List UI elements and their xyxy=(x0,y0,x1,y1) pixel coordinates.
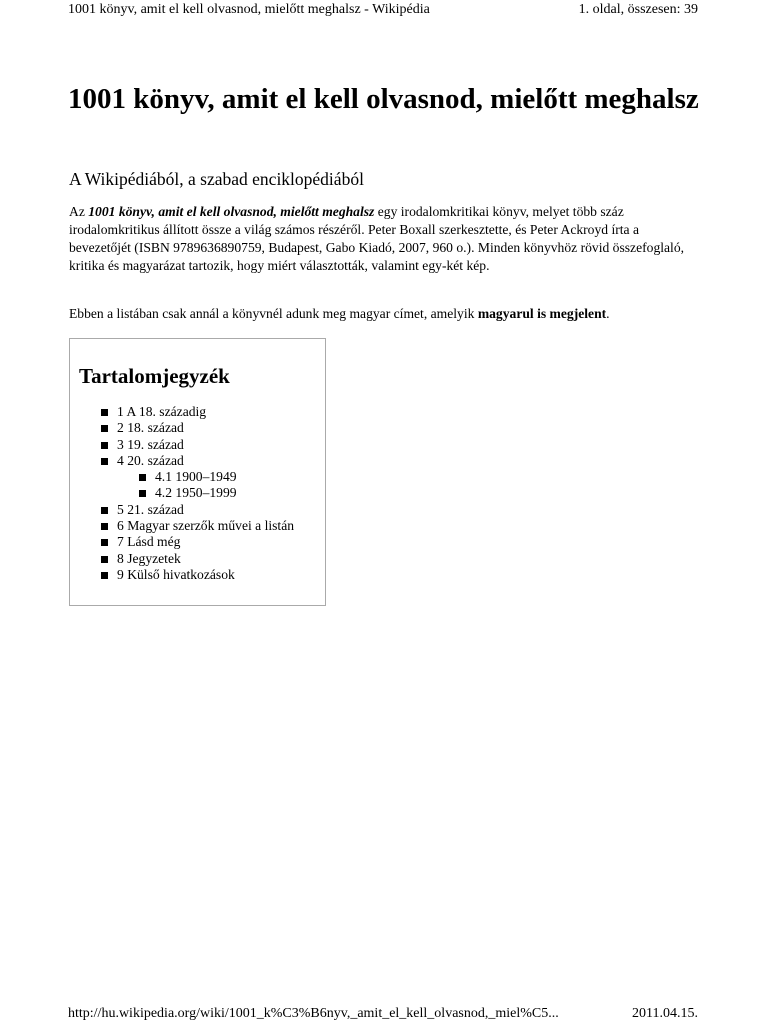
toc-item-label: 8 Jegyzetek xyxy=(117,550,181,566)
toc-item-label: 4.2 1950–1999 xyxy=(155,485,237,501)
note-prefix: Ebben a listában csak annál a könyvnél adunk meg magyar címet, amelyik xyxy=(69,306,478,321)
note-suffix: . xyxy=(606,306,610,321)
toc-item-label: 4.1 1900–1949 xyxy=(155,469,237,485)
toc-item[interactable] xyxy=(70,437,325,453)
print-footer-url: http://hu.wikipedia.org/wiki/1001_k%C3%B6nyv,_amit_el_kell_olvasnod,_miel%C5... xyxy=(68,1006,559,1021)
print-header-title: 1001 könyv, amit el kell olvasnod, mielőtt meghalsz - Wikipédia xyxy=(68,2,430,17)
toc-item[interactable] xyxy=(70,502,325,518)
page-subtitle: A Wikipédiából, a szabad enciklopédiából xyxy=(69,169,364,189)
square-bullet-icon xyxy=(101,572,108,579)
print-header-page-info: 1. oldal, összesen: 39 xyxy=(578,2,698,17)
intro-prefix: Az xyxy=(69,204,89,219)
toc-list xyxy=(70,404,325,583)
toc-subitem[interactable] xyxy=(70,485,325,501)
print-header xyxy=(0,1,768,19)
square-bullet-icon xyxy=(101,539,108,546)
toc-item[interactable] xyxy=(70,534,325,550)
toc-item[interactable] xyxy=(70,518,325,534)
square-bullet-icon xyxy=(139,490,146,497)
toc-item[interactable] xyxy=(70,551,325,567)
table-of-contents xyxy=(69,338,326,606)
toc-item-label: 2 18. század xyxy=(117,420,184,436)
square-bullet-icon xyxy=(101,458,108,465)
square-bullet-icon xyxy=(101,556,108,563)
toc-item[interactable] xyxy=(70,567,325,583)
toc-item-label: 5 21. század xyxy=(117,501,184,517)
page-title: 1001 könyv, amit el kell olvasnod, mielőtt meghalsz xyxy=(68,83,699,115)
toc-item-label: 1 A 18. századig xyxy=(117,404,207,419)
toc-item-label: 9 Külső hivatkozások xyxy=(117,566,235,582)
intro-book-title: 1001 könyv, amit el kell olvasnod, mielőtt meghalsz xyxy=(88,204,375,219)
intro-rest: egy irodalomkritikai könyv, melyet több száz irodalomkritikus állított össze a világ számos részéről. Peter Boxall szerkesztette, és Peter Ackroyd írta a bevezetőjét (ISBN 9789636890759, Budapest, Gabo Kiadó, 2007, 960 o.). Minden könyvhöz rövid összefoglaló, kritika és magyarázat tartozik, hogy miért választották, valamint egy-két kép. xyxy=(69,204,685,273)
toc-item[interactable] xyxy=(70,404,325,420)
square-bullet-icon xyxy=(101,442,108,449)
toc-item-label: 4 20. század xyxy=(117,452,184,468)
square-bullet-icon xyxy=(101,507,108,514)
toc-item-label: 7 Lásd még xyxy=(117,534,181,550)
toc-title: Tartalomjegyzék xyxy=(79,364,230,388)
intro-paragraph xyxy=(69,203,701,275)
toc-item-label: 3 19. század xyxy=(117,436,184,452)
square-bullet-icon xyxy=(101,409,108,416)
toc-subitem[interactable] xyxy=(70,469,325,485)
square-bullet-icon xyxy=(101,523,108,530)
note-paragraph xyxy=(69,305,701,323)
square-bullet-icon xyxy=(139,474,146,481)
print-footer-date: 2011.04.15. xyxy=(632,1006,698,1021)
square-bullet-icon xyxy=(101,425,108,432)
note-bold-link[interactable]: magyarul is megjelent xyxy=(477,306,607,321)
toc-item[interactable] xyxy=(70,453,325,469)
toc-item[interactable] xyxy=(70,420,325,436)
toc-item-label: 6 Magyar szerzők művei a listán xyxy=(117,518,295,534)
